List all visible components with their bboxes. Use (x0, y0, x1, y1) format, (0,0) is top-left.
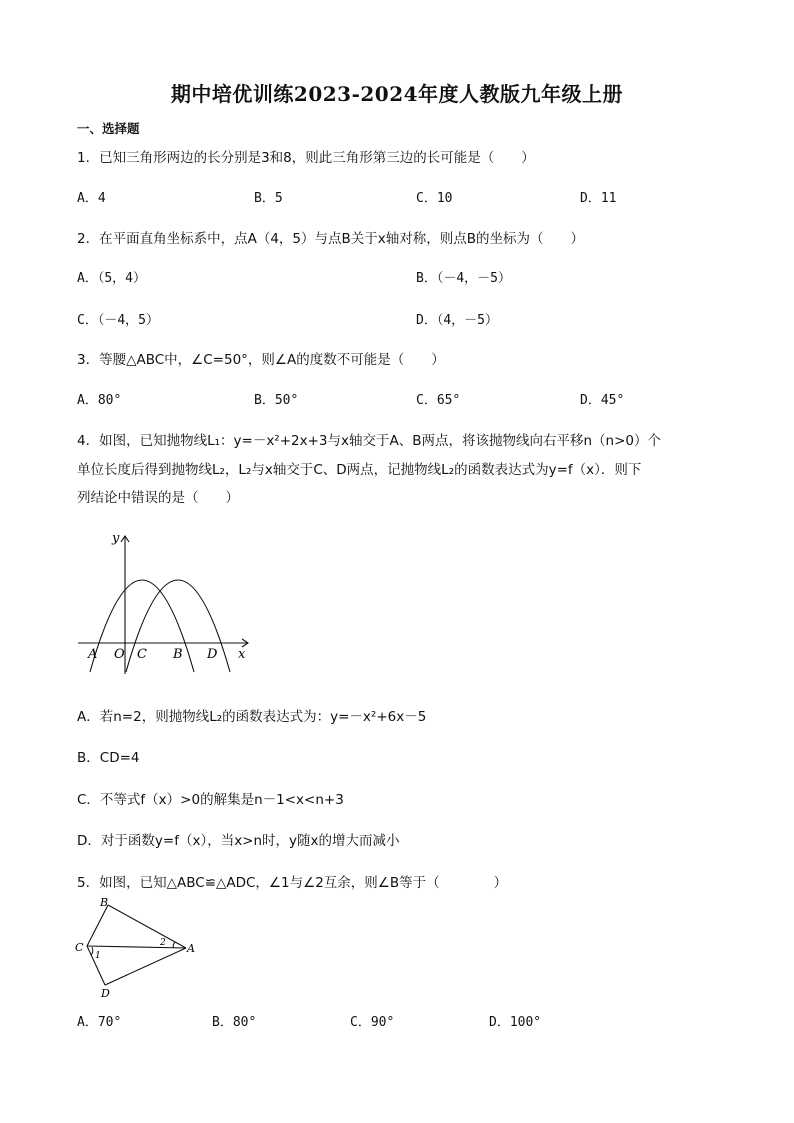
question-4-option-b: B．CD=4 (77, 750, 140, 766)
page-title: 期中培优训练2023-2024年度人教版九年级上册 (170, 82, 624, 106)
question-4-stem-line-3: 列结论中错误的是（ ） (77, 490, 239, 506)
x-axis-label: x (238, 647, 246, 662)
origin-label: O (114, 647, 125, 662)
segment-ba (108, 905, 186, 948)
angle-1-arc (91, 947, 93, 955)
question-2-option-a: A．（5，4） (77, 271, 146, 286)
question-2-option-d: D．（4，－5） (416, 313, 498, 328)
question-2-stem: 2．在平面直角坐标系中，点A（4，5）与点B关于x轴对称，则点B的坐标为（ ） (77, 231, 585, 247)
question-4-option-a: A．若n=2，则抛物线L₂的函数表达式为：y=－x²+6x－5 (77, 709, 427, 725)
question-3-option-b: B．50° (254, 393, 299, 408)
question-5-option-b: B．80° (212, 1015, 257, 1030)
question-1-option-a: A．4 (77, 191, 106, 206)
question-3-option-d: D．45° (580, 393, 625, 408)
point-d-label: D (101, 987, 110, 1000)
question-5-option-a: A．70° (77, 1015, 122, 1030)
question-5-option-d: D．100° (489, 1015, 542, 1030)
section-heading: 一、选择题 (77, 121, 140, 136)
point-d-label: D (207, 647, 218, 662)
question-2-option-c: C．（－4，5） (77, 313, 159, 328)
angle-2-arc (173, 942, 175, 948)
question-1-option-d: D．11 (580, 191, 617, 206)
question-5-triangle-figure (70, 893, 200, 1005)
question-5-option-c: C．90° (350, 1015, 395, 1030)
question-3-stem: 3．等腰△ABC中，∠C=50°，则∠A的度数不可能是（ ） (77, 352, 445, 368)
question-1-stem: 1．已知三角形两边的长分别是3和8，则此三角形第三边的长可能是（ ） (77, 150, 535, 166)
question-3-option-a: A．80° (77, 393, 122, 408)
point-b-label: B (100, 896, 109, 909)
angle-1-label: 1 (95, 951, 101, 961)
question-4-option-c: C．不等式f（x）>0的解集是n－1<x<n+3 (77, 792, 344, 808)
question-2-option-b: B．（－4，－5） (416, 271, 511, 286)
question-4-stem-line-1: 4．如图，已知抛物线L₁：y=－x²+2x+3与x轴交于A、B两点，将该抛物线向右平移n（n>0）个 (77, 433, 662, 449)
segment-ca (87, 946, 186, 948)
question-5-stem: 5．如图，已知△ABC≌△ADC，∠1与∠2互余，则∠B等于（ ） (77, 875, 508, 891)
point-b-label: B (173, 647, 183, 662)
segment-da (105, 948, 186, 985)
point-a-label: A (88, 647, 98, 662)
question-1-option-c: C．10 (416, 191, 453, 206)
question-4-option-d: D．对于函数y=f（x），当x>n时，y随x的增大而减小 (77, 833, 400, 849)
y-axis-label: y (112, 531, 120, 546)
point-c-label: C (137, 647, 147, 662)
segment-bc (87, 905, 108, 946)
point-c-label: C (75, 941, 84, 954)
question-4-parabola-figure (70, 522, 260, 682)
question-4-stem-line-2: 单位长度后得到抛物线L₂，L₂与x轴交于C、D两点，记抛物线L₂的函数表达式为y=f（x）．则下 (77, 462, 642, 478)
point-a-label: A (187, 942, 195, 955)
question-1-option-b: B．5 (254, 191, 283, 206)
question-3-option-c: C．65° (416, 393, 461, 408)
angle-2-label: 2 (160, 938, 166, 948)
